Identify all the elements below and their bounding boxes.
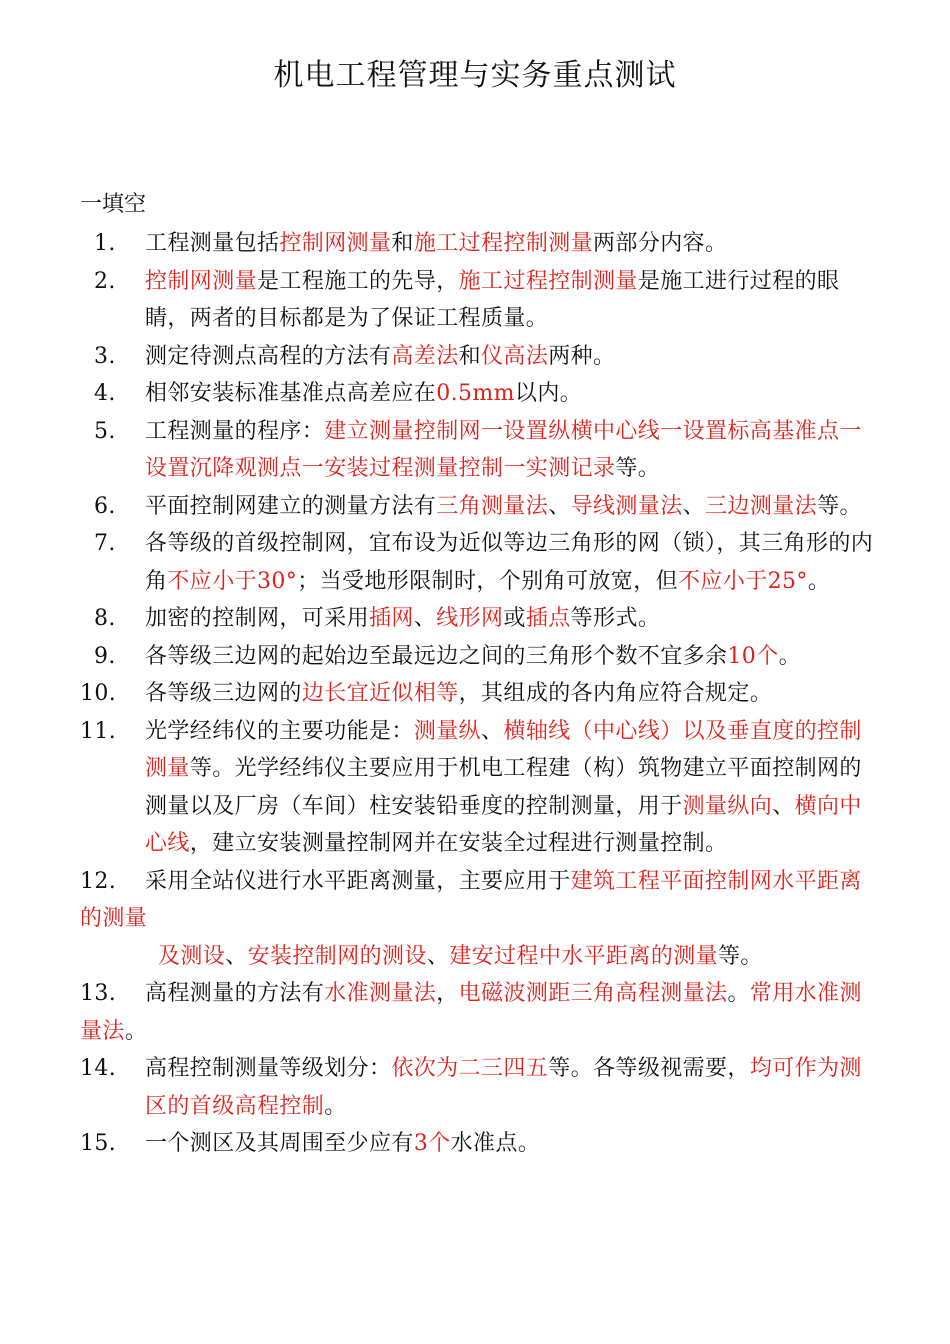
question-text: 。 bbox=[807, 568, 831, 594]
answer-text: 建筑工程平面控制网水平距离的测量 bbox=[80, 868, 862, 931]
answer-text: 仪高法 bbox=[481, 343, 549, 369]
question-text: 各等级的首级控制网，宜布设为近似等边三角形的网（锁），其三角形的内角 bbox=[145, 531, 874, 594]
answer-text: 边长宜近似相等 bbox=[301, 681, 459, 706]
question-text: 两部分内容。 bbox=[593, 231, 728, 256]
answer-text: 控制网测量 bbox=[145, 268, 258, 294]
list-item bbox=[80, 375, 880, 413]
question-text: 工程测量包括 bbox=[145, 231, 280, 256]
question-text: ，其组成的各内角应符合规定。 bbox=[458, 681, 773, 706]
list-item bbox=[80, 638, 880, 676]
list-item bbox=[80, 600, 880, 638]
answer-text: 三边测量法 bbox=[705, 493, 818, 519]
item-text bbox=[145, 494, 862, 519]
answer-text: 插网 bbox=[369, 606, 414, 631]
item-text bbox=[145, 344, 615, 369]
question-text: 以内。 bbox=[514, 381, 583, 406]
item-text bbox=[145, 419, 862, 482]
item-text bbox=[145, 644, 801, 669]
item-number: 12. bbox=[80, 868, 117, 894]
item-text bbox=[145, 719, 862, 857]
answer-text: 三角测量法 bbox=[436, 493, 549, 519]
item-text bbox=[145, 231, 727, 256]
answer-text: 横向中心线 bbox=[145, 793, 862, 856]
question-text: 、 bbox=[481, 718, 504, 744]
question-text: 等。各等级视需要， bbox=[548, 1056, 750, 1081]
question-text: 测定待测点高程的方法有 bbox=[145, 343, 392, 369]
item-number: 6. bbox=[94, 493, 116, 519]
item-continuation bbox=[80, 938, 880, 976]
question-text: 是施工进行过程的眼睛，两者的目标都是为了保证工程质量。 bbox=[145, 268, 840, 331]
question-text: 高程测量的方法有 bbox=[145, 981, 325, 1006]
question-text: 各等级三边网的 bbox=[145, 681, 302, 706]
question-text: 、 bbox=[225, 943, 248, 969]
fill-in-list bbox=[80, 225, 880, 1163]
question-text: 平面控制网建立的测量方法有 bbox=[145, 493, 437, 519]
item-number: 1. bbox=[94, 231, 116, 256]
answer-text: 0.5mm bbox=[436, 381, 515, 406]
item-number: 11. bbox=[80, 718, 117, 744]
answer-text: 施工过程控制测量 bbox=[458, 268, 638, 294]
list-item bbox=[80, 863, 880, 976]
answer-text: 常用水准测量法 bbox=[80, 981, 862, 1044]
answer-text: 插点 bbox=[525, 606, 571, 631]
answer-text: 均可作为测区的首级高程控制 bbox=[145, 1056, 862, 1119]
question-text: 是工程施工的先导， bbox=[257, 268, 459, 294]
section-heading: 一填空 bbox=[80, 192, 147, 217]
item-text bbox=[145, 681, 772, 706]
question-text: 加密的控制网，可采用 bbox=[145, 606, 370, 631]
question-text: 采用全站仪进行水平距离测量，主要应用于 bbox=[145, 868, 571, 894]
answer-text: 安装控制网的测设 bbox=[247, 943, 427, 969]
answer-text: 建安过程中水平距离的测量 bbox=[449, 943, 719, 969]
question-text: 各等级三边网的起始边至最远边之间的三角形个数不宜多余 bbox=[145, 643, 728, 669]
question-text: 、 bbox=[548, 493, 571, 519]
question-text: 、 bbox=[682, 493, 706, 519]
list-item bbox=[80, 1050, 880, 1125]
list-item bbox=[80, 225, 880, 263]
list-item bbox=[80, 413, 880, 488]
list-item bbox=[80, 525, 880, 600]
question-text: 一个测区及其周围至少应有 bbox=[145, 1131, 414, 1156]
item-number: 4. bbox=[94, 381, 116, 406]
question-text: 。 bbox=[324, 1093, 347, 1119]
answer-text: 横轴线（中心线）以及垂直度的控制测量 bbox=[145, 718, 862, 781]
list-item bbox=[80, 675, 880, 713]
answer-text: 电磁波测距三角高程测量法 bbox=[458, 981, 728, 1006]
item-text bbox=[145, 606, 660, 631]
list-item bbox=[80, 713, 880, 863]
question-text: ；当受地形限制时，个别角可放宽，但 bbox=[297, 568, 679, 594]
item-number: 2. bbox=[94, 268, 116, 294]
question-text: 、 bbox=[772, 793, 795, 819]
question-text: ， bbox=[436, 981, 459, 1006]
answer-text: 控制网测量 bbox=[279, 231, 392, 256]
item-number: 14. bbox=[80, 1056, 117, 1081]
answer-text: 施工过程控制测量 bbox=[413, 231, 594, 256]
list-item bbox=[80, 975, 880, 1050]
question-text: 。 bbox=[124, 1018, 148, 1044]
answer-text: 导线测量法 bbox=[570, 493, 683, 519]
item-number: 7. bbox=[94, 531, 116, 556]
list-item bbox=[80, 488, 880, 526]
item-text bbox=[80, 869, 862, 932]
item-number: 15. bbox=[80, 1131, 117, 1156]
question-text: 高程控制测量等级划分： bbox=[145, 1056, 392, 1081]
item-number: 3. bbox=[94, 343, 116, 369]
list-item bbox=[80, 263, 880, 338]
question-text: 和 bbox=[458, 343, 482, 369]
question-text: 、 bbox=[413, 606, 437, 631]
question-text: 或 bbox=[503, 606, 526, 631]
item-text bbox=[145, 381, 582, 406]
question-text: 、 bbox=[426, 943, 450, 969]
item-text bbox=[145, 1131, 540, 1156]
item-text bbox=[145, 531, 873, 594]
answer-text: 不应小于25° bbox=[678, 568, 808, 594]
question-text: 等。 bbox=[615, 456, 661, 481]
item-text bbox=[80, 981, 862, 1044]
question-text: 等。 bbox=[718, 943, 763, 969]
list-item bbox=[80, 1125, 880, 1163]
item-number: 5. bbox=[94, 418, 116, 444]
question-text: 等。 bbox=[817, 493, 862, 519]
answer-text: 建立测量控制网一设置纵横中心线一设置标高基准点一设置沉降观测点一安装过程测量控制一实测记录 bbox=[145, 418, 862, 481]
question-text: 光学经纬仪的主要功能是： bbox=[145, 718, 414, 744]
list-item bbox=[80, 338, 880, 376]
answer-text: 不应小于30° bbox=[167, 568, 298, 594]
question-text: 等形式。 bbox=[570, 606, 661, 631]
item-text bbox=[145, 269, 839, 332]
item-text bbox=[145, 1056, 862, 1119]
question-text: 两种。 bbox=[548, 343, 616, 369]
answer-text: 3个 bbox=[413, 1131, 451, 1156]
item-number: 9. bbox=[94, 643, 116, 669]
question-text: ，建立安装测量控制网并在安装全过程进行测量控制。 bbox=[189, 831, 728, 856]
answer-text: 水准测量法 bbox=[324, 981, 437, 1006]
question-text: 。 bbox=[727, 981, 750, 1006]
question-text: 等。光学经纬仪主要应用于机电工程建（构）筑物建立平面控制网的测量以及厂房（车间）柱安装铅垂度的控制测量，用于 bbox=[145, 756, 862, 819]
answer-text: 测量纵 bbox=[413, 718, 482, 744]
answer-text: 10个 bbox=[727, 643, 779, 669]
question-text: 和 bbox=[391, 231, 414, 256]
answer-text: 高差法 bbox=[391, 343, 459, 369]
page-title: 机电工程管理与实务重点测试 bbox=[273, 58, 677, 93]
question-text: 。 bbox=[778, 643, 802, 669]
answer-text: 及测设 bbox=[158, 943, 226, 969]
answer-text: 线形网 bbox=[436, 606, 504, 631]
item-number: 8. bbox=[94, 606, 116, 631]
answer-text: 依次为二三四五 bbox=[391, 1056, 549, 1081]
question-text: 水准点。 bbox=[450, 1131, 541, 1156]
answer-text: 测量纵向 bbox=[682, 793, 773, 819]
question-text: 相邻安装标准基准点高差应在 bbox=[145, 381, 437, 406]
item-number: 10. bbox=[80, 681, 117, 706]
item-number: 13. bbox=[80, 981, 117, 1006]
question-text: 工程测量的程序： bbox=[145, 418, 325, 444]
